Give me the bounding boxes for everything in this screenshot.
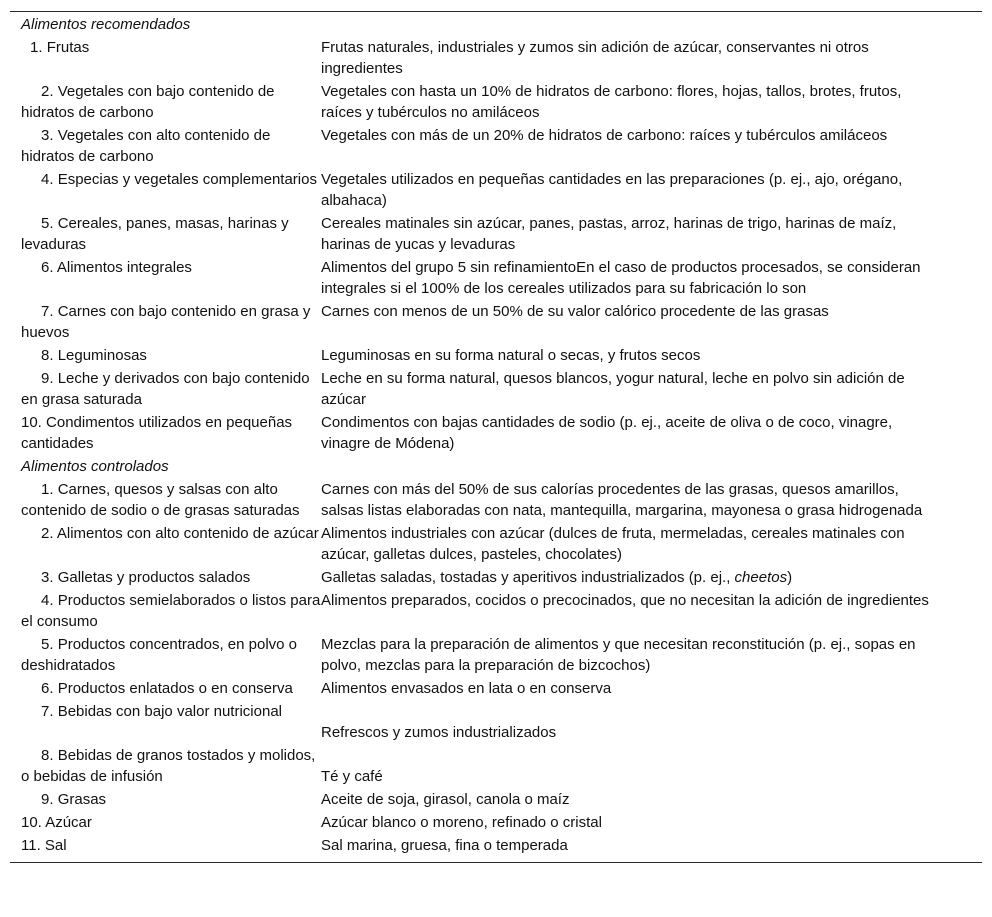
row-number: 9.: [41, 370, 54, 387]
food-group-name: [10, 412, 321, 454]
food-group-name: [10, 678, 321, 699]
food-group-description: [321, 567, 941, 588]
food-group-name: [10, 567, 321, 588]
food-group-name: [10, 213, 321, 255]
row-name: Leguminosas: [57, 347, 147, 364]
food-group-description: Alimentos industriales con azúcar (dulces de fruta, mermeladas, cereales matinales con azúcar, galletas dulces, pasteles, chocolates): [321, 525, 905, 563]
food-group-name: [10, 590, 321, 632]
food-group-name: [10, 125, 321, 167]
food-group-name: [10, 257, 321, 299]
food-group-description: Condimentos con bajas cantidades de sodio (p. ej., aceite de oliva o de coco, vinagre, vinagre de Módena): [321, 414, 893, 452]
food-group-name: [10, 345, 321, 366]
food-group-name: [10, 634, 321, 676]
food-group-description: Alimentos envasados en lata o en conserva: [321, 680, 612, 697]
row-name: Condimentos utilizados en pequeñas cantidades: [21, 414, 293, 452]
table-row: [10, 789, 982, 810]
row-name: Bebidas de granos tostados y molidos, o bebidas de infusión: [21, 747, 316, 785]
row-number: 3.: [41, 127, 54, 144]
row-name: Carnes, quesos y salsas con alto contenido de sodio o de grasas saturadas: [21, 481, 300, 519]
row-name: Grasas: [57, 791, 107, 808]
row-name: Sal: [44, 837, 67, 854]
row-number: 4.: [41, 171, 54, 188]
food-group-description: Aceite de soja, girasol, canola o maíz: [321, 791, 570, 808]
row-name: Azúcar: [45, 814, 92, 831]
row-number: 5.: [41, 636, 54, 653]
table-row: [10, 678, 982, 699]
row-number: 2.: [41, 525, 54, 542]
row-number: 2.: [41, 83, 54, 100]
table-row: [10, 835, 982, 856]
food-group-name: [10, 835, 321, 856]
food-group-name: [10, 701, 321, 743]
row-name: Alimentos integrales: [56, 259, 192, 276]
food-group-description: Vegetales con hasta un 10% de hidratos de carbono: flores, hojas, tallos, brotes, frutos, raíces y tubérculos no amiláceos: [321, 83, 902, 121]
row-number: 1.: [30, 39, 43, 56]
food-group-name: [10, 789, 321, 810]
row-number: 1.: [41, 481, 54, 498]
food-group-description: Leche en su forma natural, quesos blancos, yogur natural, leche en polvo sin adición de azúcar: [321, 370, 905, 408]
description-text: Galletas saladas, tostadas y aperitivos industrializados (p. ej.,: [321, 569, 735, 586]
row-name: Vegetales con alto contenido de hidratos de carbono: [21, 127, 271, 165]
row-number: 5.: [41, 215, 54, 232]
description-brand-italic: cheetos: [734, 569, 788, 586]
food-group-description: Alimentos del grupo 5 sin refinamientoEn el caso de productos procesados, se consideran integrales si el 100% de los cereales utilizados para su fabricación lo son: [321, 259, 921, 297]
food-group-name: [10, 523, 321, 565]
row-name: Leche y derivados con bajo contenido en grasa saturada: [21, 370, 310, 408]
row-name: Bebidas con bajo valor nutricional: [57, 703, 282, 720]
row-number: 9.: [41, 791, 54, 808]
table-row: [10, 812, 982, 833]
row-number: 7.: [41, 703, 54, 720]
food-group-description: Mezclas para la preparación de alimentos y que necesitan reconstitución (p. ej., sopas en polvo, mezclas para la preparación de bizcochos): [321, 636, 916, 674]
description-text: Té y café: [321, 768, 383, 785]
table-row: [10, 590, 982, 632]
table-row: [10, 213, 982, 255]
food-group-description: Vegetales con más de un 20% de hidratos de carbono: raíces y tubérculos amiláceos: [321, 127, 888, 144]
row-number: 11.: [21, 837, 41, 854]
row-name: Cereales, panes, masas, harinas y levaduras: [21, 215, 289, 253]
row-number: 4.: [41, 592, 54, 609]
food-group-name: [10, 301, 321, 343]
row-name: Carnes con bajo contenido en grasa y huevos: [21, 303, 311, 341]
row-number: 8.: [41, 347, 54, 364]
table-row: [10, 368, 982, 410]
food-group-description: Sal marina, gruesa, fina o temperada: [321, 837, 568, 854]
row-number: 6.: [41, 259, 54, 276]
table-row: [10, 479, 982, 521]
table-row: [10, 169, 982, 211]
table-row: [10, 523, 982, 565]
description-text: Refrescos y zumos industrializados: [321, 724, 557, 741]
food-group-description: [321, 701, 941, 743]
row-name: Alimentos con alto contenido de azúcar: [56, 525, 319, 542]
row-number: 10.: [21, 414, 42, 431]
section-title-controlados: Alimentos controlados: [21, 458, 169, 475]
food-group-description: Carnes con más del 50% de sus calorías procedentes de las grasas, quesos amarillos, salsas listas elaboradas con nata, mantequilla, margarina, mayonesa o grasa hidrogenada: [321, 481, 923, 519]
food-group-description: Frutas naturales, industriales y zumos sin adición de azúcar, conservantes ni otros ingredientes: [321, 39, 869, 77]
table-row: [10, 37, 982, 79]
row-name: Galletas y productos salados: [57, 569, 251, 586]
table-row: [10, 745, 982, 787]
food-group-description: Carnes con menos de un 50% de su valor calórico procedente de las grasas: [321, 303, 829, 320]
row-number: 10.: [21, 814, 42, 831]
row-name: Productos concentrados, en polvo o deshidratados: [21, 636, 298, 674]
food-group-name: [10, 37, 321, 79]
food-group-name: [10, 479, 321, 521]
table-row: [10, 81, 982, 123]
food-group-name: [10, 368, 321, 410]
row-number: 7.: [41, 303, 54, 320]
food-group-description: Azúcar blanco o moreno, refinado o cristal: [321, 814, 602, 831]
table-row: [10, 412, 982, 454]
section-title-recomendados: Alimentos recomendados: [21, 16, 191, 33]
table-row: [10, 257, 982, 299]
row-name: Productos enlatados o en conserva: [57, 680, 293, 697]
row-number: 6.: [41, 680, 54, 697]
table-row: [10, 125, 982, 167]
food-group-description: Vegetales utilizados en pequeñas cantidades en las preparaciones (p. ej., ajo, orégano, albahaca): [321, 171, 903, 209]
food-group-description: Alimentos preparados, cocidos o precocinados, que no necesitan la adición de ingredientes: [321, 592, 929, 609]
food-group-name: [10, 81, 321, 123]
row-name: Frutas: [46, 39, 90, 56]
table-row: [10, 701, 982, 743]
row-number: 8.: [41, 747, 54, 764]
food-group-description: Leguminosas en su forma natural o secas, y frutos secos: [321, 347, 701, 364]
description-text-end: ): [787, 569, 793, 586]
table-row: [10, 345, 982, 366]
table-row: [10, 567, 982, 588]
food-group-description: Cereales matinales sin azúcar, panes, pastas, arroz, harinas de trigo, harinas de maíz, harinas de yucas y levaduras: [321, 215, 897, 253]
food-group-name: [10, 812, 321, 833]
row-number: 3.: [41, 569, 54, 586]
food-classification-table: [10, 11, 982, 863]
row-name: Especias y vegetales complementarios: [57, 171, 317, 188]
food-group-description: [321, 745, 941, 787]
row-name: Productos semielaborados o listos para el consumo: [21, 592, 321, 630]
row-name: Vegetales con bajo contenido de hidratos de carbono: [21, 83, 275, 121]
table-row: [10, 301, 982, 343]
table-row: [10, 634, 982, 676]
food-group-name: [10, 745, 321, 787]
food-group-name: [10, 169, 321, 211]
